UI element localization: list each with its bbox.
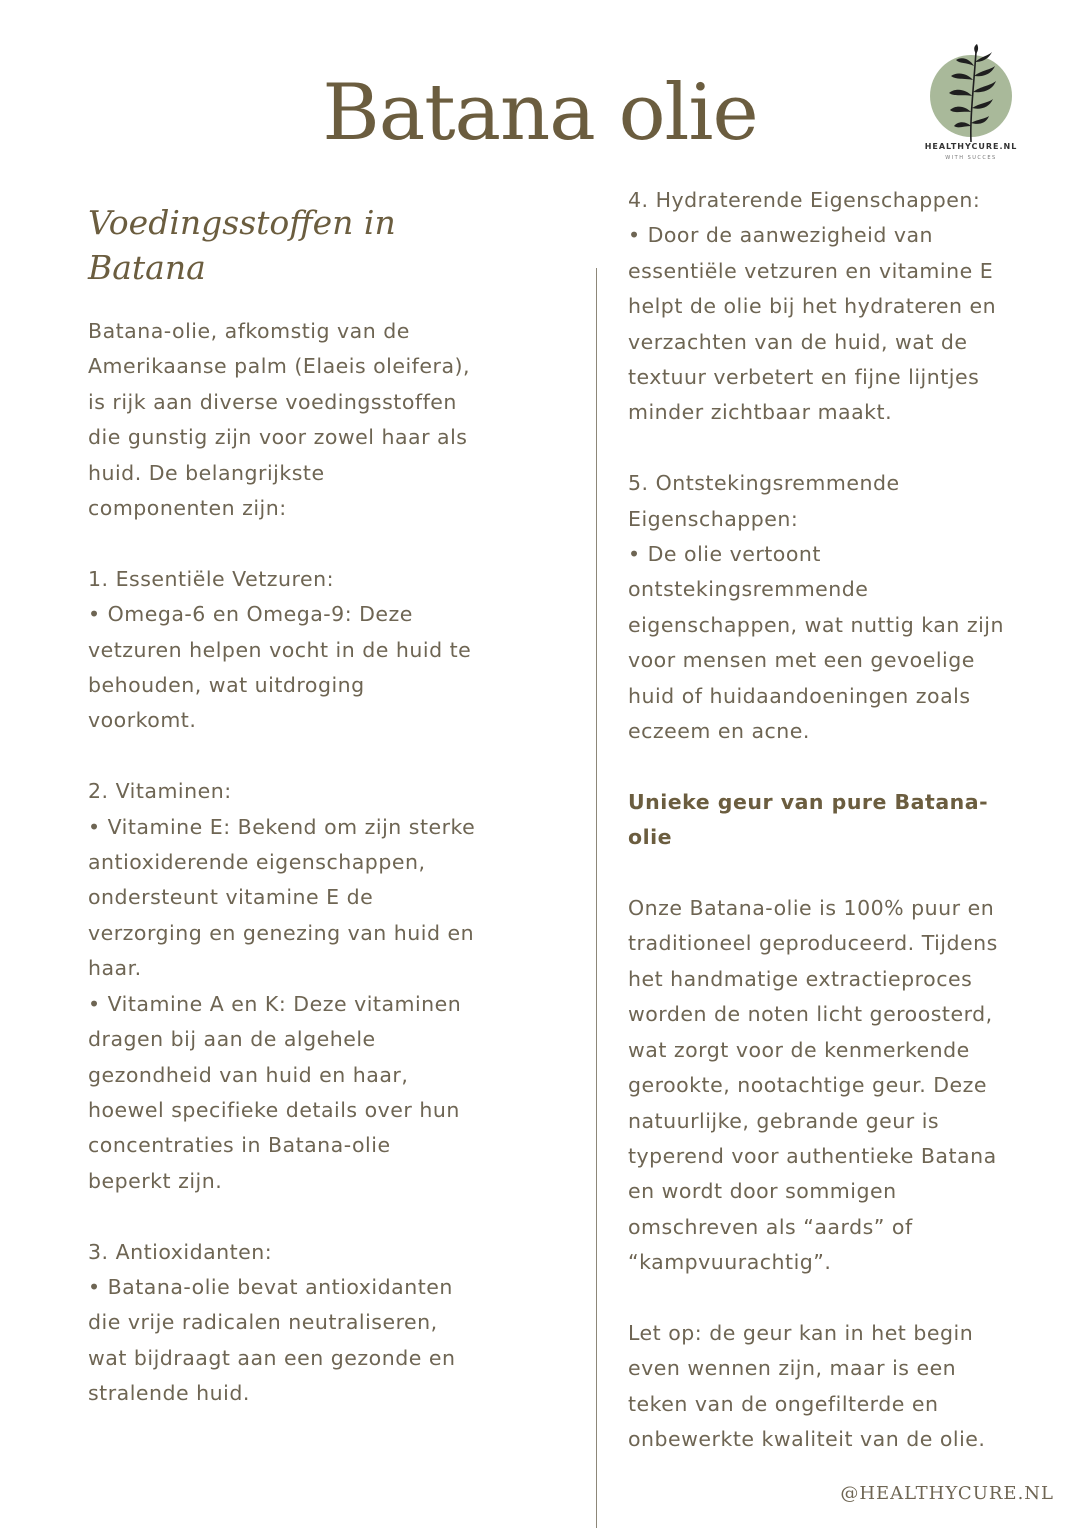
scent-paragraph: Onze Batana-olie is 100% puur en traditioneel geproduceerd. Tijdens het handmatige extractieproces worden de noten licht geroosterd, wat zorgt voor de kenmerkende gerookte, nootachtige geur. Deze natuurlijke, gebrande geur is typerend voor authentieke Batana en wordt door sommigen omschreven als “aards” of “kampvuurachtig”.: [628, 896, 998, 1275]
spacer: [88, 739, 558, 774]
spacer: [88, 1199, 558, 1234]
nutrients-heading: Voedingsstoffen in Batana: [88, 203, 396, 287]
note-paragraph: Let op: de geur kan in het begin even wennen zijn, maar is een teken van de ongefilterde en onbewerkte kwaliteit van de olie.: [628, 1320, 986, 1452]
section-vitamins: 2. Vitaminen: • Vitamine E: Bekend om zijn sterke antioxiderende eigenschappen, ondersteunt vitamine E de verzorging en genezing van huid en haar. • Vitamine A en K: Deze vitaminen dragen bij aan de algehele gezondheid van huid en haar, hoewel specifieke details over hun concentraties in Batana-olie beperkt zijn.: [88, 779, 476, 1193]
section-hydrating: 4. Hydraterende Eigenschappen: • Door de aanwezigheid van essentiële vetzuren en vitamine E helpt de olie bij het hydrateren en verzachten van de huid, wat de textuur verbetert en fijne lijntjes minder zichtbaar maakt.: [628, 188, 997, 425]
intro-paragraph: Batana-olie, afkomstig van de Amerikaanse palm (Elaeis oleifera), is rijk aan diverse voedingsstoffen die gunstig zijn voor zowel haar als huid. De belangrijkste componenten zijn:: [88, 319, 471, 521]
scent-heading: Unieke geur van pure Batana- olie: [628, 789, 989, 850]
olive-branch-icon: [940, 44, 1002, 154]
section-fatty-acids: 1. Essentiële Vetzuren: • Omega-6 en Omega-9: Deze vetzuren helpen vocht in de huid te behouden, wat uitdroging voorkomt.: [88, 566, 472, 733]
brand-logo: [916, 40, 1026, 170]
footer-handle: @HEALTHYCURE.NL: [840, 1483, 1054, 1504]
logo-tagline: WITH SUCCES: [945, 155, 997, 161]
spacer: [628, 431, 1058, 466]
page-title: Batana olie: [322, 68, 758, 158]
section-antioxidants: 3. Antioxidanten: • Batana-olie bevat antioxidanten die vrije radicalen neutraliseren, wat bijdraagt aan een gezonde en stralende huid.: [88, 1239, 456, 1406]
column-divider: [596, 268, 597, 1528]
spacer: [88, 526, 558, 561]
spacer: [628, 1281, 1058, 1316]
spacer: [628, 856, 1058, 891]
left-column: [88, 200, 558, 1412]
logo-name: HEALTHYCURE.NL: [924, 142, 1018, 151]
spacer: [628, 749, 1058, 784]
right-column: [628, 183, 1058, 1458]
section-anti-inflammatory: 5. Ontstekingsremmende Eigenschappen: • De olie vertoont ontstekingsremmende eigenschappen, wat nuttig kan zijn voor mensen met een gevoelige huid of huidaandoeningen zoals eczeem en acne.: [628, 471, 1004, 744]
